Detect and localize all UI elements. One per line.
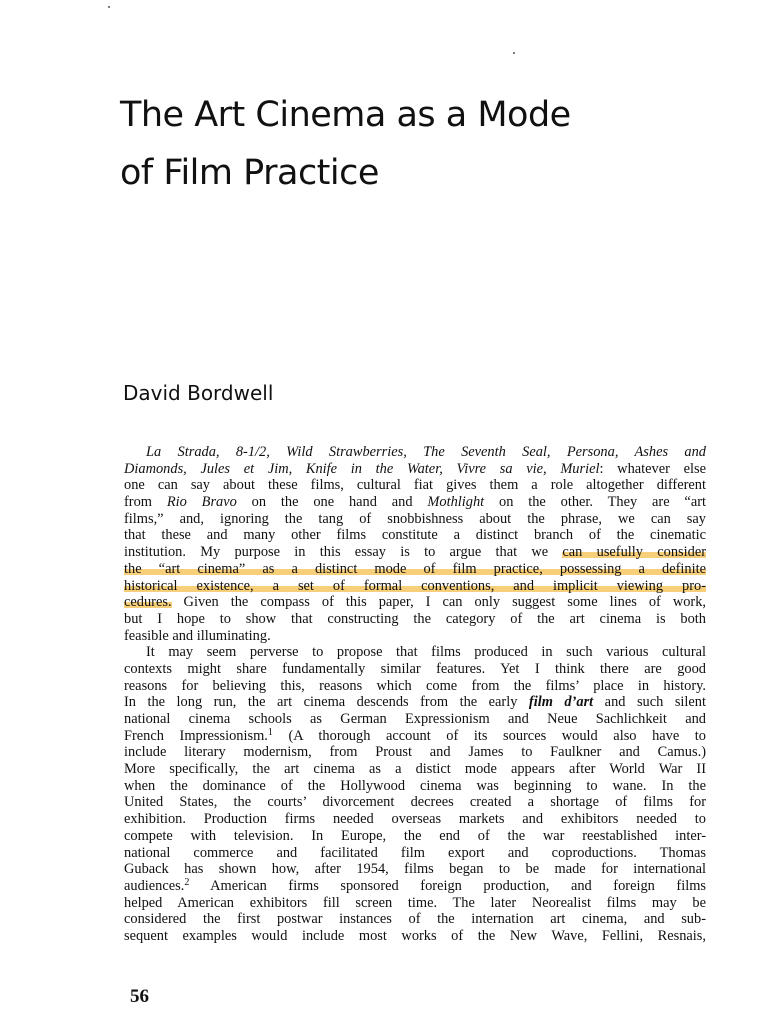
text-line: but I hope to show that constructing the category of the art cinema is both — [124, 610, 706, 627]
text-line: contexts might share fundamentally similar features. Yet I think there are good — [124, 660, 706, 677]
text-line: helped American exhibitors fill screen time. The later Neorealist films may be — [124, 894, 706, 911]
text-line: More specifically, the art cinema as a distict mode appears after World War II — [124, 761, 706, 778]
text-line: exhibition. Production firms needed overseas markets and exhibitors needed to — [124, 811, 706, 828]
highlighted-text: cedures. — [124, 594, 172, 611]
title-line-2: of Film Practice — [120, 153, 379, 193]
title-line-1: The Art Cinema as a Mode — [120, 95, 571, 135]
text-line: French Impressionism.$^1$ (A thorough account of its sources would also have to — [124, 726, 706, 744]
highlighted-text: the “art cinema” as a distinct mode of film practice, possessing a definite — [124, 560, 706, 577]
text-line: feasible and illuminating. — [124, 627, 271, 644]
film-title: Mothlight — [427, 494, 485, 511]
text-line: national cinema schools as German Expressionism and Neue Sachlichkeit and — [124, 711, 706, 727]
foreign-term: film d’art — [528, 694, 594, 711]
scan-speck — [108, 6, 110, 8]
article-title — [120, 86, 720, 202]
paragraph-2 — [124, 644, 706, 944]
text-line — [124, 578, 706, 595]
text-line: national commerce and facilitated film export and coproductions. Thomas — [124, 844, 706, 861]
footnote-marker: 2 — [184, 876, 190, 888]
article-body — [124, 444, 706, 945]
text-line: reasons for believing this, reasons which come from the films’ place in history. — [124, 677, 706, 694]
text-line: considered the first postwar instances of the internation art cinema, and sub- — [124, 911, 706, 928]
film-titles: La Strada, 8-1/2, Wild Strawberries, The Seventh Seal, Persona, Ashes and — [146, 444, 706, 460]
text-line: from Rio Bravo on the one hand and Mothlight on the other. They are “art — [124, 494, 706, 511]
footnote-marker: 1 — [267, 726, 273, 738]
text-line: compete with television. In Europe, the end of the war reestablished inter- — [124, 827, 706, 844]
highlighted-text: can usefully consider — [562, 544, 706, 561]
highlighted-text: historical existence, a set of formal conventions, and implicit viewing pro- — [124, 577, 706, 594]
text-line — [124, 444, 706, 461]
text-line — [124, 561, 706, 578]
text-line: that these and many other films constitute a distinct branch of the cinematic — [124, 527, 706, 544]
text-line: institution. My purpose in this essay is to argue that we can usefully consider — [124, 544, 706, 561]
text-line: Diamonds, Jules et Jim, Knife in the Water, Vivre sa vie, Muriel: whatever else — [124, 460, 706, 477]
text-line: audiences.$^2$ American firms sponsored foreign production, and foreign films — [124, 876, 706, 894]
paragraph-1 — [124, 444, 706, 644]
text-line: when the dominance of the Hollywood cinema was beginning to wane. In the — [124, 777, 706, 794]
film-title: Rio Bravo — [166, 494, 237, 511]
text-line: films,” and, ignoring the tang of snobbishness about the phrase, we can say — [124, 510, 706, 527]
text-line: In the long run, the art cinema descends from the early film d’art and such silent — [124, 694, 706, 711]
text-line: It may seem perverse to propose that films produced in such various cultural — [146, 644, 706, 661]
text-line: one can say about these films, cultural fiat gives them a role altogether different — [124, 477, 706, 494]
text-line: United States, the courts’ divorcement decrees created a shortage of films for — [124, 794, 706, 811]
text-line: cedures. Given the compass of this paper, I can only suggest some lines of work, — [124, 594, 706, 611]
film-titles: Diamonds, Jules et Jim, Knife in the Water, Vivre sa vie, Muriel — [124, 460, 600, 477]
text-line: sequent examples would include most works of the New Wave, Fellini, Resnais, — [124, 927, 706, 944]
author-name: David Bordwell — [123, 381, 274, 405]
text-line: Guback has shown how, after 1954, films began to be made for international — [124, 861, 706, 878]
scan-speck — [513, 52, 515, 54]
text-line: include literary modernism, from Proust and James to Faulkner and Camus.) — [124, 744, 706, 761]
page-number: 56 — [130, 986, 149, 1007]
